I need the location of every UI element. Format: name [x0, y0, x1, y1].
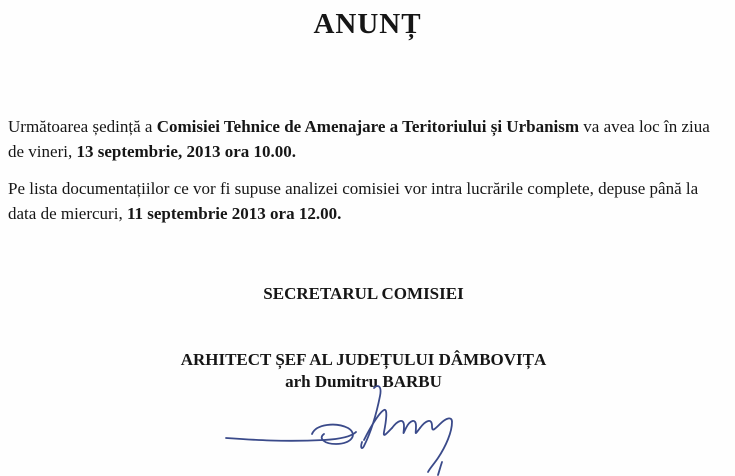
commission-secretary-label: SECRETARUL COMISIEI — [263, 284, 464, 303]
paragraph-1-text-start: Următoarea ședință a — [8, 117, 157, 136]
chief-architect-title: ARHITECT ȘEF AL JUDEȚULUI DÂMBOVIȚA — [180, 350, 547, 369]
handwritten-signature — [224, 382, 464, 476]
announcement-paragraph-1 — [8, 114, 728, 164]
commission-name: Comisiei Tehnice de Amenajare a Teritoriului și Urbanism — [156, 117, 580, 136]
announcement-paragraph-2 — [8, 176, 728, 226]
paragraph-2-text: Pe lista documentațiilor ce vor fi supuse analizei comisiei vor intra lucrările complete, depuse până la data de miercuri, — [8, 179, 699, 223]
paragraph-1-text-middle: va avea loc în ziua de vineri, — [8, 117, 710, 161]
signature-hump-stroke-1 — [392, 421, 420, 433]
document-title: ANUNȚ — [313, 8, 422, 40]
submission-deadline: 11 septembrie 2013 ora 12.00. — [126, 204, 342, 223]
signature-hump-stroke-2 — [420, 418, 452, 472]
signature-descender-stroke — [438, 462, 442, 475]
signatory-name: arh Dumitru BARBU — [285, 372, 442, 391]
signature-tail-stroke — [226, 432, 356, 441]
meeting-date: 13 septembrie, 2013 ora 10.00. — [76, 142, 297, 161]
